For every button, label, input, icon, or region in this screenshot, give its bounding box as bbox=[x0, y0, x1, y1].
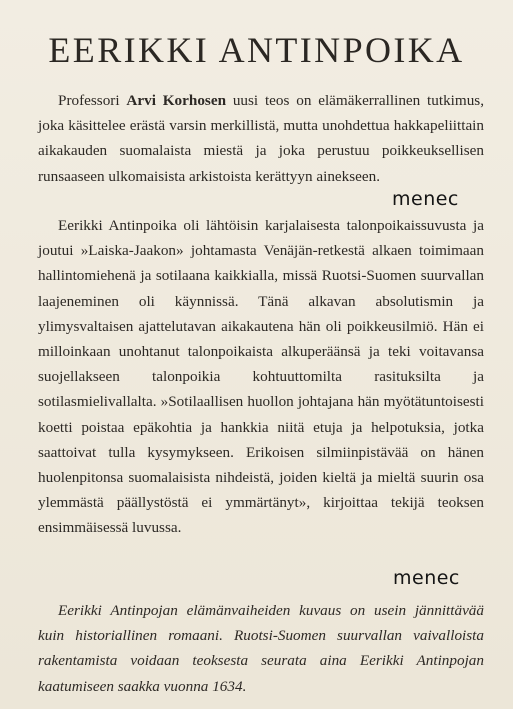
paragraph-intro-prefix: Professori bbox=[58, 92, 127, 109]
paragraph-biography-text: Eerikki Antinpoika oli lähtöisin karjalaisesta talonpoikaissuvusta ja joutui »Laiska-Jaakon» johtamasta Venäjän-retkestä alkaen toimimaan hallintomiehenä ja sotilaana kaikkialla, missä Ruotsi-Suomen suurvallan laajeneminen oli käynnissä. Tänä alkavan absolutismin ja ylimysvaltaisen ajattelutavan aikakautena hän oli poikkeusilmiö. Hän ei milloinkaan unohtanut talonpoikaista alkuperäänsä ja teki voitavansa suojellakseen talonpoikia kohtuuttomilta rasituksilta ja sotilasmielivallalta. »Sotilaallisen huollon johtajana hän myötätuntoisesti koetti poistaa epäkohtia ja hankkia niitä etuja ja helpotuksia, jotka saattoivat tulla kysymykseen. Erikoisen silmiinpistävää on hänen huolenpitonsa suomalaisista nihdeistä, joiden kieltä ja mieltä suurin osa ylemmästä päällystöstä ei ymmärtänyt», kirjoittaa tekijä teoksen ensimmäisessä luvussa. bbox=[38, 217, 484, 537]
page-title: EERIKKI ANTINPOIKA bbox=[48, 30, 465, 70]
paragraph-summary-text: Eerikki Antinpojan elämänvaiheiden kuvaus on usein jännittävää kuin historiallinen romaani. Ruotsi-Suomen suurvallan vaivalloista rakentamista voidaan teoksesta seurata aina Eerikki Antinpojan kaatumiseen saakka vuonna 1634. bbox=[38, 602, 484, 695]
paragraph-intro bbox=[38, 88, 484, 189]
paragraph-summary bbox=[38, 598, 484, 699]
author-name: Arvi Korhosen bbox=[126, 92, 227, 109]
watermark-1: menec bbox=[392, 188, 459, 210]
paragraph-intro-rest: uusi teos on elämäkerrallinen tutkimus, joka käsittelee erästä varsin merkillistä, mutta unohdettua hakkapeliittain aikakauden suomalaista miestä ja joka perustuu poikkeuksellisen runsaaseen ulkomaisista arkistoista kerättyyn ainekseen. bbox=[38, 92, 485, 185]
watermark-2: menec bbox=[393, 567, 460, 589]
paragraph-biography bbox=[38, 213, 484, 541]
